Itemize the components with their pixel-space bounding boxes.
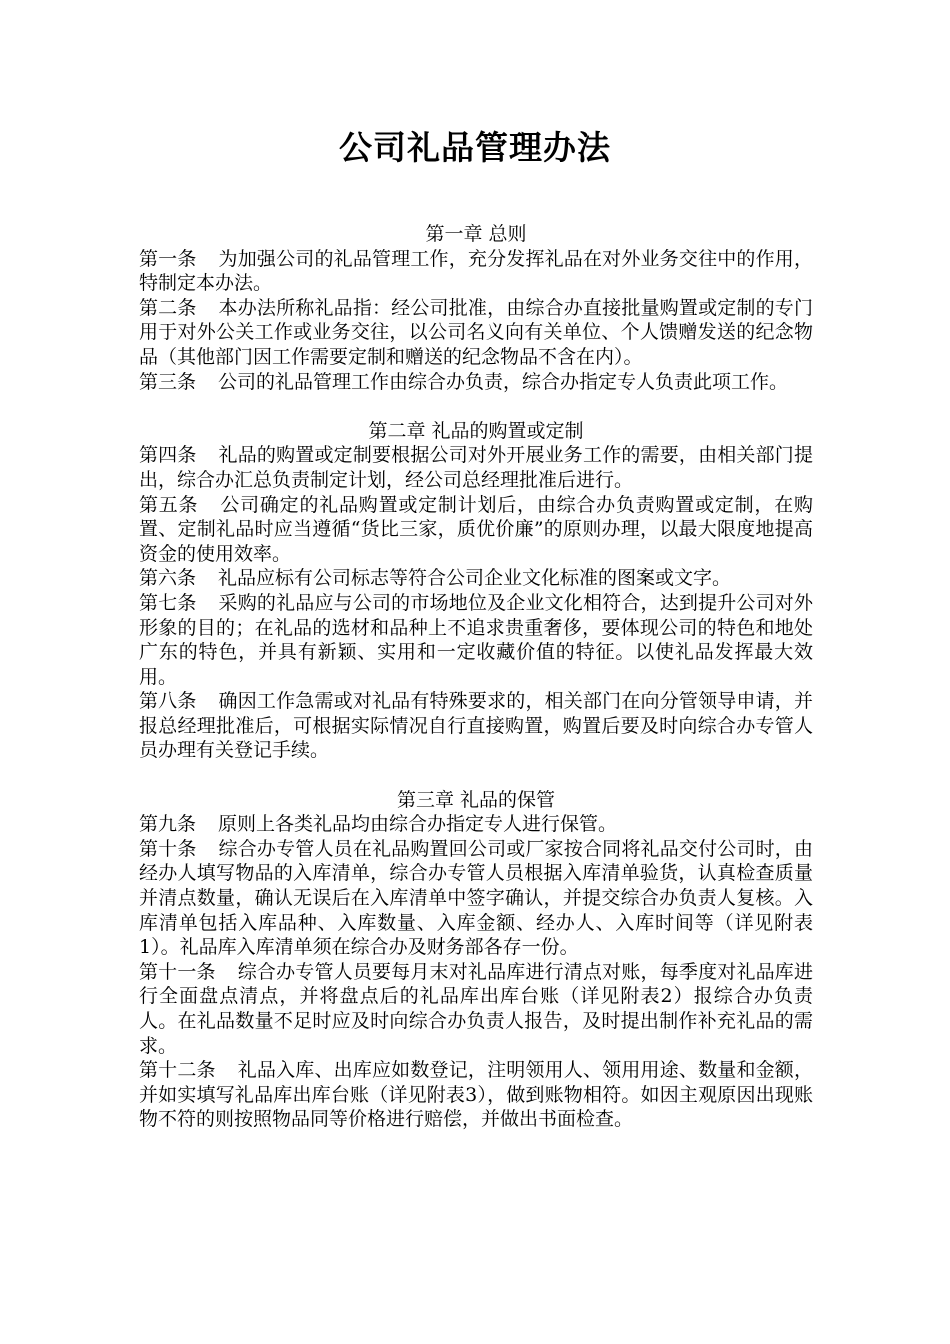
chapter-heading: 第三章 礼品的保管 bbox=[396, 788, 556, 811]
article-number: 第十二条 bbox=[139, 1059, 216, 1082]
article-number: 第三条 bbox=[139, 370, 197, 393]
article bbox=[139, 493, 813, 567]
article-text: 综合办专管人员要每月末对礼品库进行清点对账，每季度对礼品库进行全面盘点清点，并将盘点后的礼品库出库台账（详见附表2）报综合办负责人。在礼品数量不足时应及时向综合办负责人报告，及时提出制作补充礼品的需求。 bbox=[139, 960, 813, 1057]
article-text: 本办法所称礼品指：经公司批准，由综合办直接批量购置或定制的专门用于对外公关工作或业务交往，以公司名义向有关单位、个人馈赠发送的纪念物品（其他部门因工作需要定制和赠送的纪念物品不含在内）。 bbox=[139, 296, 813, 368]
article-text: 公司确定的礼品购置或定制计划后，由综合办负责购置或定制，在购置、定制礼品时应当遵循“货比三家，质优价廉”的原则办理，以最大限度地提高资金的使用效率。 bbox=[139, 493, 813, 565]
article-number: 第二条 bbox=[139, 296, 197, 319]
article-number: 第七条 bbox=[139, 591, 197, 614]
article-text: 礼品的购置或定制要根据公司对外开展业务工作的需要，由相关部门提出，综合办汇总负责制定计划，经公司总经理批准后进行。 bbox=[139, 444, 813, 491]
article-text: 原则上各类礼品均由综合办指定专人进行保管。 bbox=[218, 813, 618, 836]
article-text: 为加强公司的礼品管理工作，充分发挥礼品在对外业务交往中的作用，特制定本办法。 bbox=[139, 247, 813, 295]
article-number: 第四条 bbox=[139, 444, 197, 467]
article bbox=[139, 247, 813, 296]
article-text: 公司的礼品管理工作由综合办负责，综合办指定专人负责此项工作。 bbox=[218, 370, 789, 393]
article-text: 礼品入库、出库应如数登记，注明领用人、领用用途、数量和金额，并如实填写礼品库出库台账（详见附表3），做到账物相符。如因主观原因出现账物不符的则按照物品同等价格进行赔偿，并做出书面检查。 bbox=[139, 1059, 813, 1131]
document-body bbox=[139, 222, 813, 1132]
article-text: 采购的礼品应与公司的市场地位及企业文化相符合，达到提升公司对外形象的目的；在礼品的选材和品种上不追求贵重奢侈，要体现公司的特色和地处广东的特色，并具有新颖、实用和一定收藏价值的特征。以使礼品发挥最大效用。 bbox=[139, 591, 813, 688]
article bbox=[139, 566, 813, 591]
article bbox=[139, 591, 813, 689]
article-number: 第六条 bbox=[139, 567, 197, 590]
article-text: 礼品应标有公司标志等符合公司企业文化标准的图案或文字。 bbox=[218, 567, 732, 590]
chapter-heading: 第一章 总则 bbox=[425, 223, 527, 245]
article-number: 第十条 bbox=[139, 837, 197, 860]
article-number: 第五条 bbox=[139, 493, 199, 516]
article-number: 第一条 bbox=[139, 247, 197, 270]
chapter-heading: 第二章 礼品的购置或定制 bbox=[368, 419, 584, 442]
article bbox=[139, 689, 813, 763]
article-number: 第九条 bbox=[139, 813, 197, 836]
article-number: 第十一条 bbox=[139, 960, 216, 983]
article bbox=[139, 960, 813, 1058]
article bbox=[139, 296, 813, 370]
article-number: 第八条 bbox=[139, 690, 197, 713]
article bbox=[139, 837, 813, 960]
document-title: 公司礼品管理办法 bbox=[339, 128, 611, 167]
article-text: 确因工作急需或对礼品有特殊要求的，相关部门在向分管领导申请，并报总经理批准后，可根据实际情况自行直接购置，购置后要及时向综合办专管人员办理有关登记手续。 bbox=[139, 690, 813, 762]
article bbox=[139, 370, 813, 395]
article bbox=[139, 812, 813, 837]
article-text: 综合办专管人员在礼品购置回公司或厂家按合同将礼品交付公司时，由经办人填写物品的入库清单，综合办专管人员根据入库清单验货，认真检查质量并清点数量，确认无误后在入库清单中签字确认，并提交综合办负责人复核。入库清单包括入库品种、入库数量、入库金额、经办人、入库时间等（详见附表1）。礼品库入库清单须在综合办及财务部各存一份。 bbox=[139, 837, 813, 959]
article bbox=[139, 443, 813, 492]
article bbox=[139, 1058, 813, 1132]
